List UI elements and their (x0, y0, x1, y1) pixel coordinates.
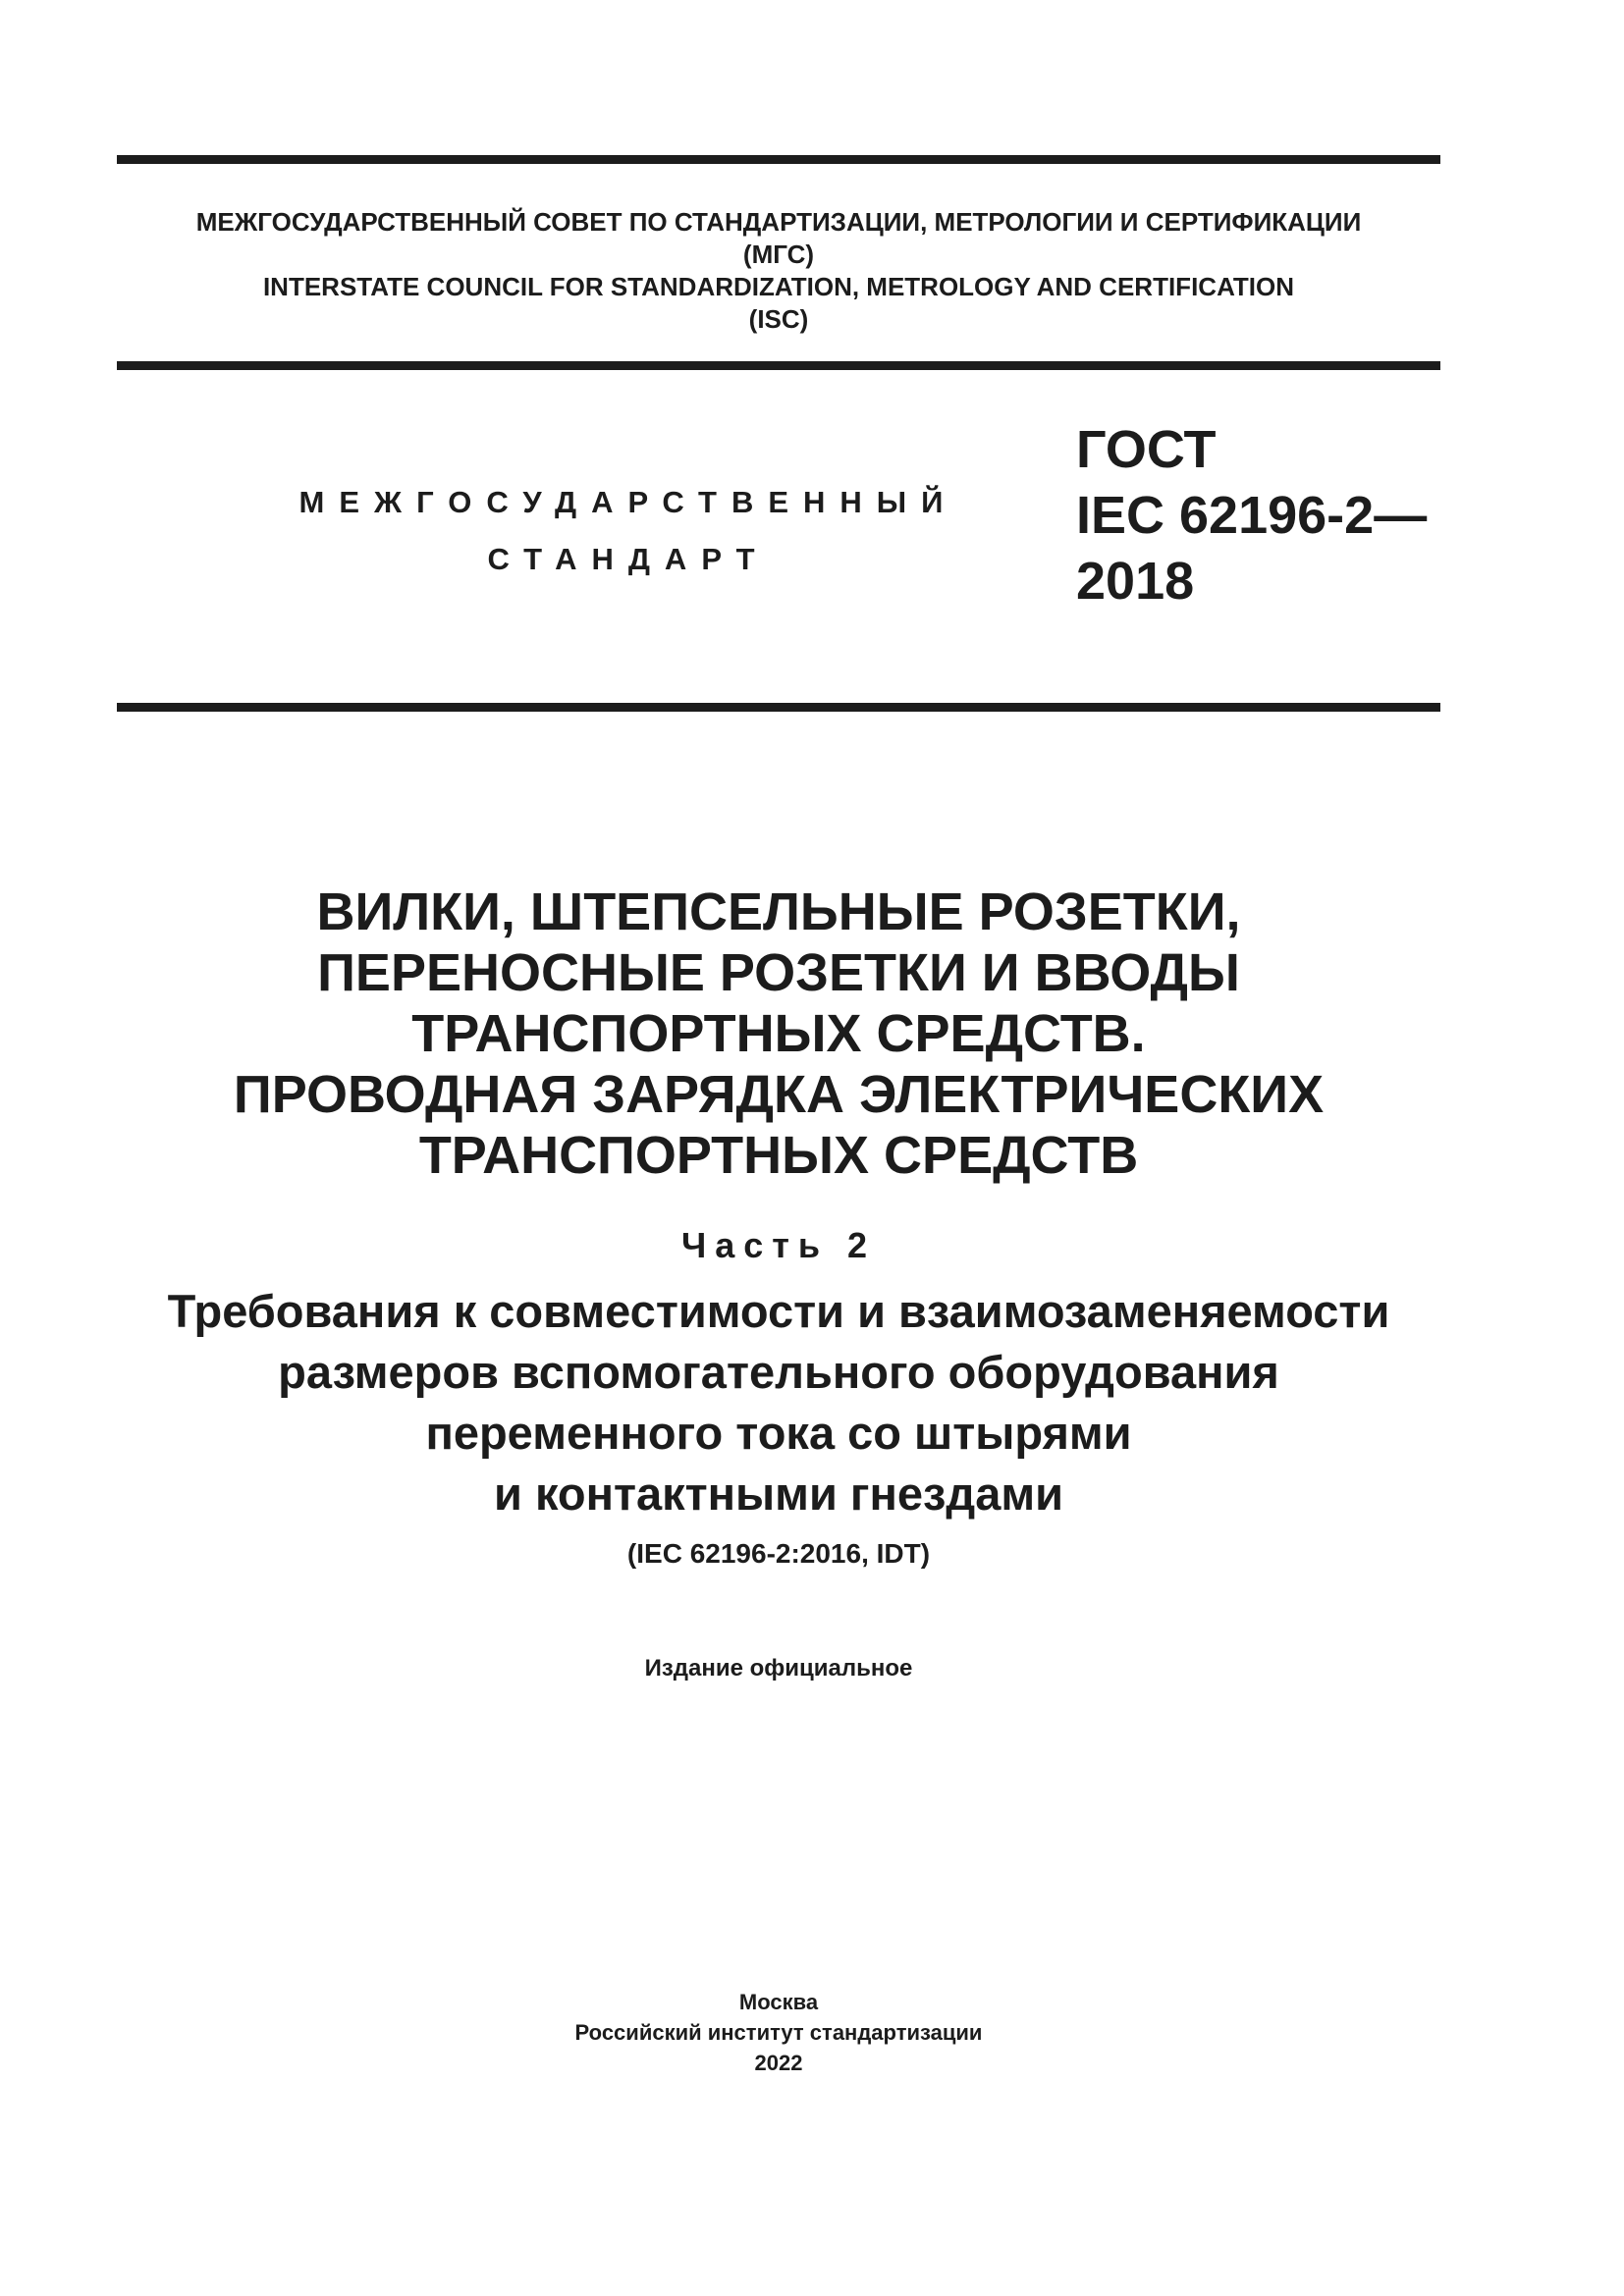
subtitle-line-2: размеров вспомогательного оборудования (278, 1346, 1279, 1398)
title-line-1: ВИЛКИ, ШТЕПСЕЛЬНЫЕ РОЗЕТКИ, (316, 882, 1241, 941)
subtitle-line-3: переменного тока со штырями (425, 1407, 1132, 1459)
part-number: Часть 2 (680, 1225, 877, 1265)
subtitle-line-1: Требования к совместимости и взаимозаменяемости (167, 1285, 1390, 1337)
subtitle-line-4: и контактными гнездами (494, 1468, 1063, 1520)
title-line-5: ТРАНСПОРТНЫХ СРЕДСТВ (418, 1126, 1139, 1185)
standard-type-label (295, 474, 962, 588)
standard-label-line-2: СТАНДАРТ (487, 542, 770, 576)
standard-designation (1076, 417, 1427, 614)
document-title (117, 881, 1440, 1186)
council-name-ru: МЕЖГОСУДАРСТВЕННЫЙ СОВЕТ ПО СТАНДАРТИЗАЦИИ, МЕТРОЛОГИИ И СЕРТИФИКАЦИИ (195, 207, 1362, 237)
council-abbr-ru: (МГС) (742, 240, 815, 269)
title-line-2: ПЕРЕНОСНЫЕ РОЗЕТКИ И ВВОДЫ (317, 943, 1240, 1002)
designation-line-2: IEC 62196-2— (1076, 486, 1428, 545)
document-subtitle (98, 1281, 1459, 1524)
council-name-en: INTERSTATE COUNCIL FOR STANDARDIZATION, METROLOGY AND CERTIFICATION (262, 272, 1295, 301)
top-rule (117, 155, 1440, 164)
council-header (117, 206, 1440, 336)
header-rule (117, 361, 1440, 370)
designation-rule (117, 703, 1440, 712)
council-abbr-en: (ISC) (748, 304, 809, 334)
title-line-3: ТРАНСПОРТНЫХ СРЕДСТВ. (411, 1004, 1146, 1063)
imprint-publisher: Российский институт стандартизации (574, 2020, 983, 2045)
publisher-imprint (117, 1987, 1440, 2078)
title-line-4: ПРОВОДНАЯ ЗАРЯДКА ЭЛЕКТРИЧЕСКИХ (233, 1065, 1325, 1124)
imprint-year: 2022 (754, 2051, 803, 2075)
imprint-city: Москва (738, 1990, 819, 2014)
designation-line-3: 2018 (1076, 552, 1195, 611)
standard-label-line-1: МЕЖГОСУДАРСТВЕННЫЙ (298, 485, 958, 519)
edition-note: Издание официальное (644, 1655, 913, 1682)
designation-line-1: ГОСТ (1076, 420, 1217, 479)
identical-reference: (IEC 62196-2:2016, IDT) (626, 1538, 931, 1569)
